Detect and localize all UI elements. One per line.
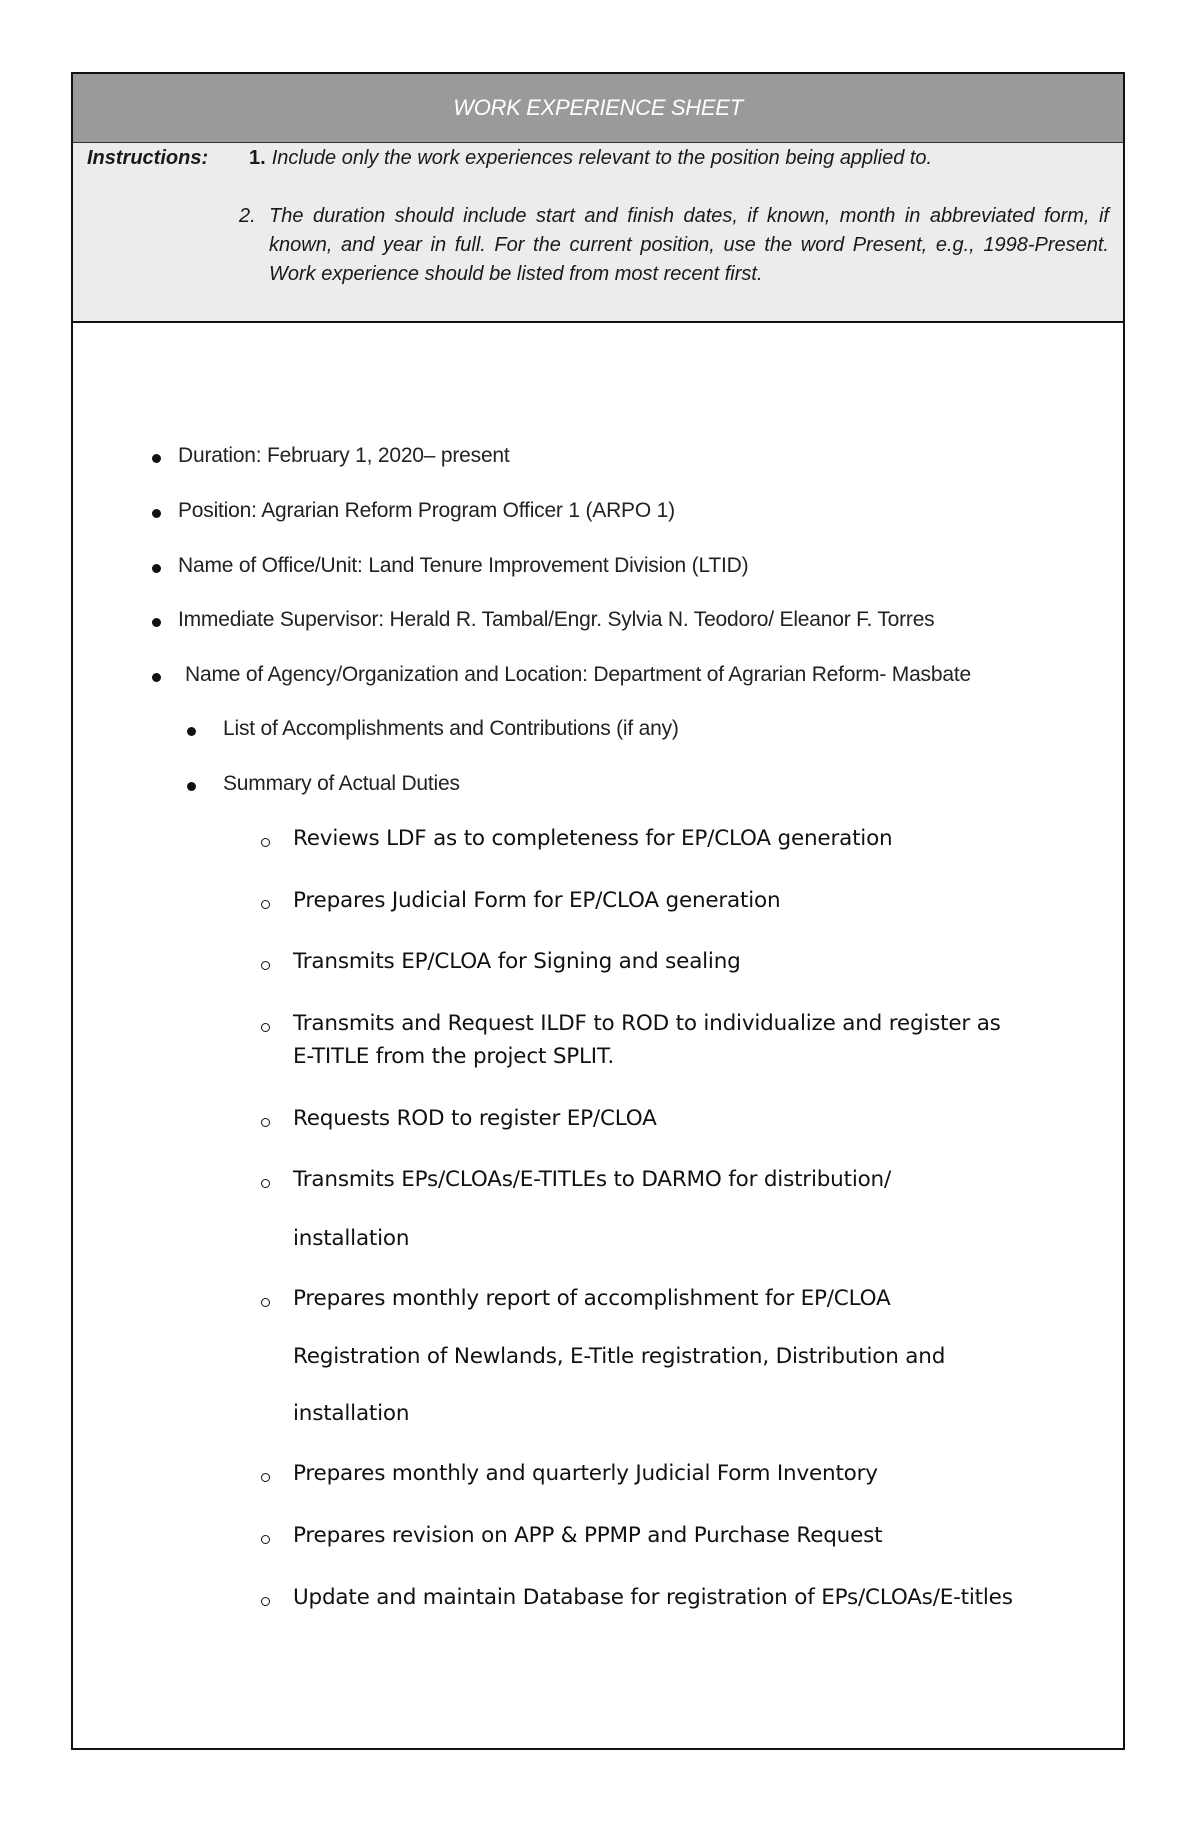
entry-agency: Name of Agency/Organization and Location: Department of Agrarian Reform- Masbate	[185, 663, 971, 686]
duty-item: Prepares monthly and quarterly Judicial Form Inventory	[293, 1461, 878, 1486]
duty-item: Prepares monthly report of accomplishment for EP/CLOA	[293, 1286, 891, 1311]
instructions-label: Instructions:	[87, 147, 209, 169]
circle-bullet-icon	[261, 1179, 270, 1188]
duty-item: Requests ROD to register EP/CLOA	[293, 1106, 657, 1131]
circle-bullet-icon	[261, 1473, 270, 1482]
duty-item: Update and maintain Database for registration of EPs/CLOAs/E-titles	[293, 1585, 1013, 1610]
duty-item-continued: E-TITLE from the project SPLIT.	[293, 1044, 614, 1069]
duty-item-continued: Registration of Newlands, E-Title registration, Distribution and	[293, 1344, 946, 1369]
instruction-1-number: 1.	[249, 147, 266, 169]
bullet-icon	[152, 618, 161, 627]
instructions-box	[73, 143, 1123, 323]
bullet-icon	[152, 454, 161, 463]
duty-item: Reviews LDF as to completeness for EP/CLOA generation	[293, 826, 893, 851]
instruction-2-text: The duration should include start and finish dates, if known, month in abbreviated form, if known, and year in full. For the current position, use the word Present, e.g., 1998-Present. Work experience should be listed from most recent first.	[269, 205, 1109, 285]
circle-bullet-icon	[261, 1298, 270, 1307]
duty-item-continued: installation	[293, 1401, 410, 1426]
duty-item: Transmits and Request ILDF to ROD to individualize and register as	[293, 1011, 1001, 1036]
duty-item: Prepares revision on APP & PPMP and Purchase Request	[293, 1523, 883, 1548]
entry-duration: Duration: February 1, 2020– present	[178, 444, 510, 467]
duty-item: Transmits EP/CLOA for Signing and sealing	[293, 949, 741, 974]
entry-summary: Summary of Actual Duties	[223, 772, 460, 795]
bullet-icon	[152, 673, 161, 682]
instruction-item-1	[249, 144, 932, 173]
circle-bullet-icon	[261, 900, 270, 909]
circle-bullet-icon	[261, 1535, 270, 1544]
entry-accomplishments: List of Accomplishments and Contributions (if any)	[223, 717, 679, 740]
bullet-icon	[187, 782, 196, 791]
circle-bullet-icon	[261, 838, 270, 847]
circle-bullet-icon	[261, 961, 270, 970]
bullet-icon	[152, 509, 161, 518]
entry-position: Position: Agrarian Reform Program Officer 1 (ARPO 1)	[178, 499, 675, 522]
circle-bullet-icon	[261, 1023, 270, 1032]
duty-item: Transmits EPs/CLOAs/E-TITLEs to DARMO for distribution/	[293, 1167, 892, 1192]
instruction-1-text: Include only the work experiences relevant to the position being applied to.	[271, 147, 933, 169]
entry-supervisor: Immediate Supervisor: Herald R. Tambal/Engr. Sylvia N. Teodoro/ Eleanor F. Torres	[178, 608, 935, 631]
bullet-icon	[187, 727, 196, 736]
duty-item: Prepares Judicial Form for EP/CLOA generation	[293, 888, 781, 913]
duty-item-continued: installation	[293, 1226, 410, 1251]
entry-office: Name of Office/Unit: Land Tenure Improvement Division (LTID)	[178, 554, 749, 577]
sheet-title-bar	[73, 74, 1123, 143]
instruction-item-2	[239, 202, 1109, 289]
instruction-2-number: 2.	[239, 205, 256, 227]
circle-bullet-icon	[261, 1118, 270, 1127]
sheet-title: WORK EXPERIENCE SHEET	[453, 95, 743, 120]
circle-bullet-icon	[261, 1597, 270, 1606]
bullet-icon	[152, 564, 161, 573]
